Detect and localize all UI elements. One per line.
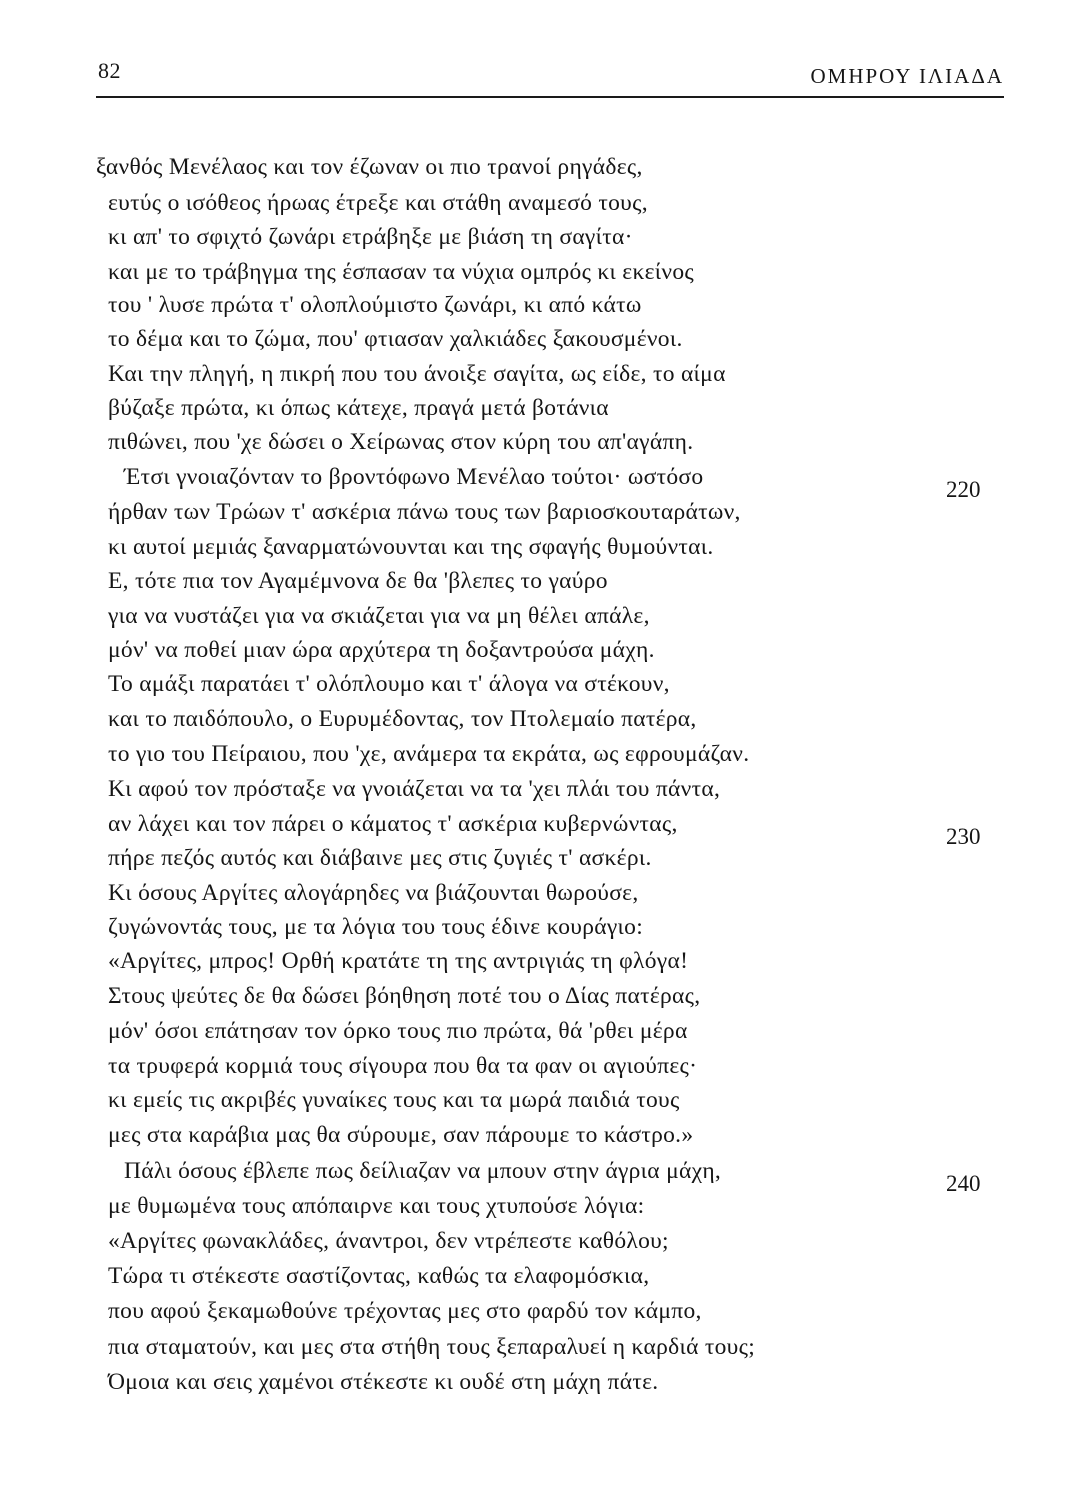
verse-line: Πάλι όσους έβλεπε πως δείλιαζαν να μπουν στην άγρια μάχη, (124, 1158, 722, 1184)
verse-line: με θυμωμένα τους απόπαιρνε και τους χτυπούσε λόγια: (108, 1193, 645, 1219)
verse-line: πια σταματούν, και μες στα στήθη τους ξεπαραλυεί η καρδιά τους; (108, 1334, 756, 1360)
verse-line: Κι αφού τον πρόσταξε να γνοιάζεται να τα 'χει πλάι του πάντα, (108, 776, 721, 802)
verse-line: του ' λυσε πρώτα τ' ολοπλούμιστο ζωνάρι, κι από κάτω (108, 292, 642, 318)
verse-line: το γιο του Πείραιου, που 'χε, ανάμερα τα εκράτα, ως εφρουμάζαν. (108, 741, 750, 767)
line-number: 230 (946, 824, 981, 849)
verse-line: τα τρυφερά κορμιά τους σίγουρα που θα τα φαν οι αγιούπες· (108, 1053, 698, 1079)
verse-line: πήρε πεζός αυτός και διάβαινε μες στις ζυγιές τ' ασκέρι. (108, 845, 652, 871)
verse-line: ευτύς ο ισόθεος ήρωας έτρεξε και στάθη αναμεσό τους, (108, 190, 648, 216)
verse-line: Ε, τότε πια τον Αγαμέμνονα δε θα 'βλεπες το γαύρο (108, 568, 608, 594)
line-number: 220 (946, 477, 981, 502)
line-number: 240 (946, 1171, 981, 1196)
verse-line: βύζαξε πρώτα, κι όπως κάτεχε, πραγά μετά βοτάνια (108, 395, 609, 421)
verse-line: μόν' όσοι επάτησαν τον όρκο τους πιο πρώτα, θά 'ρθει μέρα (108, 1018, 688, 1044)
verse-line: και το παιδόπουλο, ο Ευρυμέδοντας, τον Πτολεμαίο πατέρα, (108, 706, 697, 732)
verse-line: Στους ψεύτες δε θα δώσει βόηθηση ποτέ του ο Δίας πατέρας, (108, 983, 701, 1009)
verse-line: Έτσι γνοιαζόνταν το βροντόφωνο Μενέλαο τούτοι· ωστόσο (124, 464, 704, 490)
verse-line: πιθώνει, που 'χε δώσει ο Χείρωνας στον κύρη του απ'αγάπη. (108, 429, 694, 455)
verse-line: «Αργίτες, μπρος! Ορθή κρατάτε τη της αντριγιάς τη φλόγα! (108, 948, 689, 974)
running-title: ΟΜΗΡΟΥ ΙΛΙΑΔΑ (810, 64, 1004, 88)
page-number: 82 (98, 58, 121, 83)
verse-line: κι απ' το σφιχτό ζωνάρι ετράβηξε με βιάση τη σαγίτα· (108, 224, 633, 250)
verse-line: ήρθαν των Τρώων τ' ασκέρια πάνω τους των βαριοσκουταράτων, (108, 499, 741, 525)
verse-line: για να νυστάζει για να σκιάζεται για να μη θέλει απάλε, (108, 603, 650, 629)
verse-line: Όμοια και σεις χαμένοι στέκεστε κι ουδέ στη μάχη πάτε. (108, 1369, 659, 1395)
verse-line: Και την πληγή, η πικρή που του άνοιξε σαγίτα, ως είδε, το αίμα (108, 361, 726, 387)
verse-line: ξανθός Μενέλαος και τον έζωναν οι πιο τρανοί ρηγάδες, (96, 154, 643, 180)
verse-line: Το αμάξι παρατάει τ' ολόπλουμο και τ' άλογα να στέκουν, (108, 671, 670, 697)
verse-line: Τώρα τι στέκεστε σαστίζοντας, καθώς τα ελαφομόσκια, (108, 1263, 650, 1289)
verse-line: το δέμα και το ζώμα, που' φτιασαν χαλκιάδες ξακουσμένοι. (108, 326, 683, 352)
verse-line: ζυγώνοντάς τους, με τα λόγια του τους έδινε κουράγιο: (108, 914, 644, 940)
verse-line: μες στα καράβια μας θα σύρουμε, σαν πάρουμε το κάστρο.» (108, 1122, 694, 1148)
verse-line: κι αυτοί μεμιάς ξαναρματώνουνται και της σφαγής θυμούνται. (108, 534, 714, 560)
verse-line: και με το τράβηγμα της έσπασαν τα νύχια ομπρός κι εκείνος (108, 259, 694, 285)
verse-line: Κι όσους Αργίτες αλογάρηδες να βιάζουνται θωρούσε, (108, 880, 639, 906)
verse-line: κι εμείς τις ακριβές γυναίκες τους και τα μωρά παιδιά τους (108, 1087, 680, 1113)
verse-line: που αφού ξεκαμωθούνε τρέχοντας μες στο φαρδύ τον κάμπο, (108, 1298, 702, 1324)
verse-line: «Αργίτες φωνακλάδες, άναντροι, δεν ντρέπεστε καθόλου; (108, 1228, 669, 1254)
verse-line: αν λάχει και τον πάρει ο κάματος τ' ασκέρια κυβερνώντας, (108, 811, 678, 837)
verse-line: μόν' να ποθεί μιαν ώρα αρχύτερα τη δοξαντρούσα μάχη. (108, 637, 655, 663)
